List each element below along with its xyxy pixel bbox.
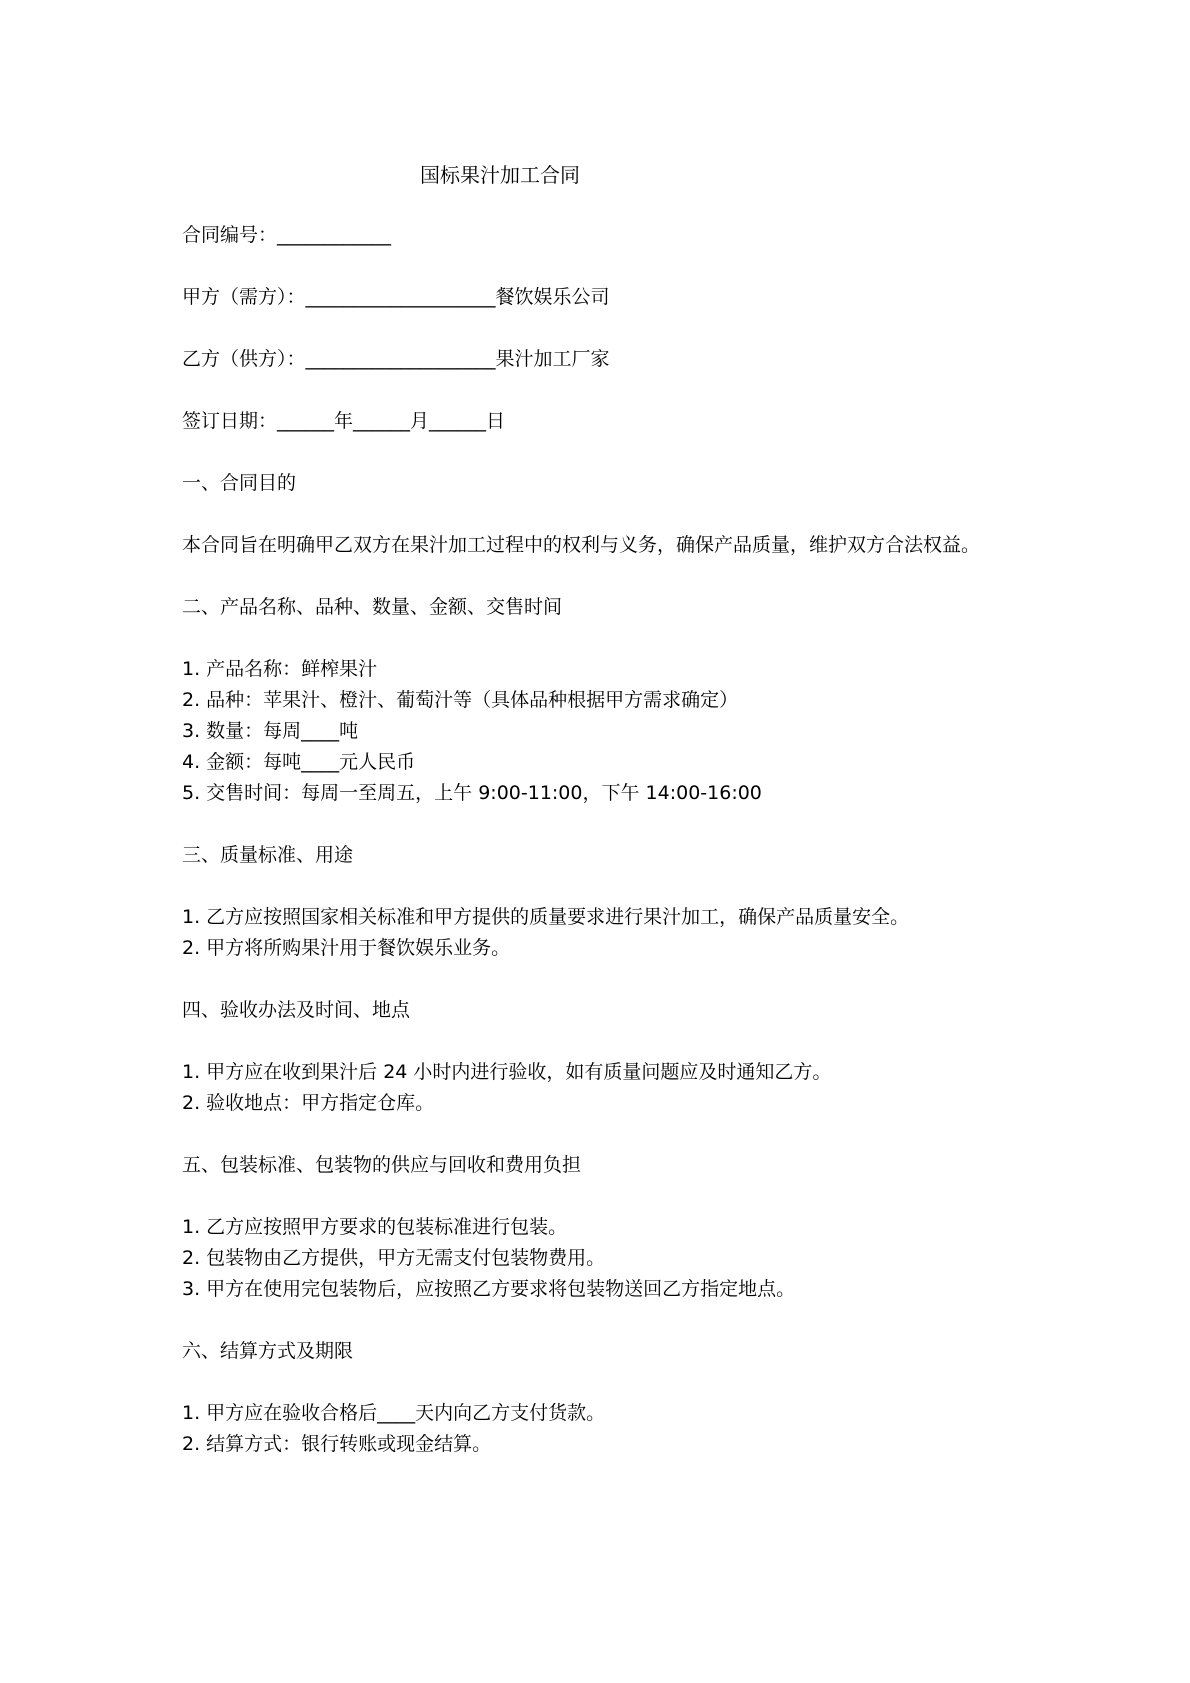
list-item: 2. 结算方式：银行转账或现金结算。 — [182, 1433, 492, 1455]
list-item: 1. 产品名称：鲜榨果汁 — [182, 658, 378, 680]
sign-date-field: 签订日期：______年______月______日 — [182, 410, 506, 432]
party-b-field: 乙方（供方）：____________________果汁加工厂家 — [182, 348, 610, 370]
section-heading: 三、质量标准、用途 — [182, 844, 354, 866]
party-a-field: 甲方（需方）：____________________餐饮娱乐公司 — [182, 286, 610, 308]
list-item: 2. 甲方将所购果汁用于餐饮娱乐业务。 — [182, 937, 511, 959]
section-heading: 四、验收办法及时间、地点 — [182, 999, 411, 1021]
section-heading: 一、合同目的 — [182, 472, 297, 494]
section-heading: 五、包装标准、包装物的供应与回收和费用负担 — [182, 1154, 582, 1176]
list-item: 5. 交售时间：每周一至周五，上午 9:00-11:00，下午 14:00-16:00 — [182, 782, 762, 804]
list-item: 3. 甲方在使用完包装物后，应按照乙方要求将包装物送回乙方指定地点。 — [182, 1278, 796, 1300]
section-paragraph: 本合同旨在明确甲乙双方在果汁加工过程中的权利与义务，确保产品质量，维护双方合法权益。 — [182, 534, 981, 556]
list-item: 1. 甲方应在收到果汁后 24 小时内进行验收，如有质量问题应及时通知乙方。 — [182, 1061, 832, 1083]
list-item: 1. 乙方应按照甲方要求的包装标准进行包装。 — [182, 1216, 568, 1238]
document-title: 国标果汁加工合同 — [420, 163, 580, 187]
list-item: 3. 数量：每周____吨 — [182, 720, 359, 742]
section-heading: 二、产品名称、品种、数量、金额、交售时间 — [182, 596, 563, 618]
list-item: 1. 乙方应按照国家相关标准和甲方提供的质量要求进行果汁加工，确保产品质量安全。 — [182, 906, 910, 928]
section-heading: 六、结算方式及期限 — [182, 1340, 354, 1362]
contract-number-field: 合同编号：____________ — [182, 224, 392, 246]
list-item: 1. 甲方应在验收合格后____天内向乙方支付货款。 — [182, 1402, 606, 1424]
document-body — [182, 220, 1020, 1460]
list-item: 4. 金额：每吨____元人民币 — [182, 751, 416, 773]
list-item: 2. 验收地点：甲方指定仓库。 — [182, 1092, 435, 1114]
list-item: 2. 包装物由乙方提供，甲方无需支付包装物费用。 — [182, 1247, 606, 1269]
list-item: 2. 品种：苹果汁、橙汁、葡萄汁等（具体品种根据甲方需求确定） — [182, 689, 739, 711]
